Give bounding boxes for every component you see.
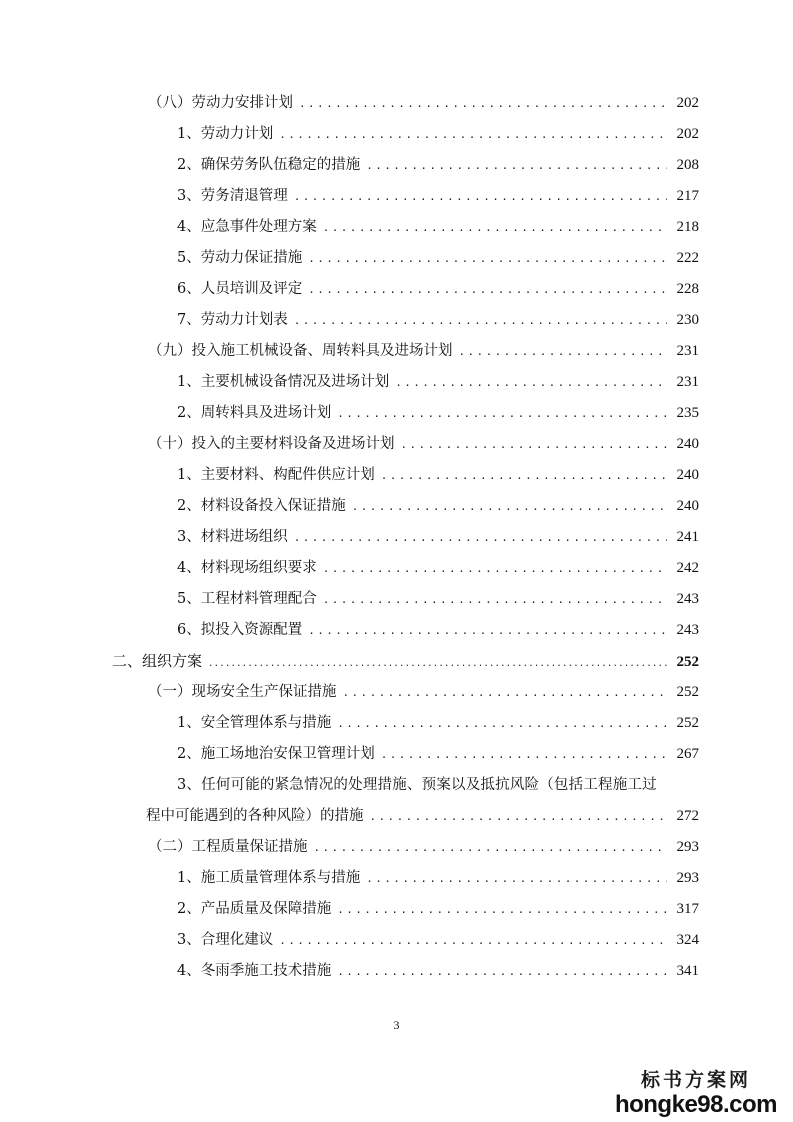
toc-entry-title: 1、劳动力计划: [177, 126, 274, 142]
toc-entry-page: 240: [676, 498, 699, 514]
dot-leader: [279, 119, 667, 150]
toc-entry-page: 235: [676, 405, 699, 421]
dot-leader: [337, 398, 667, 429]
dot-leader: [279, 925, 667, 956]
watermark-chinese-text: 标书方案网: [640, 1069, 751, 1091]
toc-entry-page: 202: [676, 126, 699, 142]
dot-leader: [459, 336, 668, 367]
toc-entry-title: 3、材料进场组织: [177, 529, 288, 545]
dot-leader: [395, 367, 667, 398]
toc-entry[interactable]: [0, 274, 793, 305]
toc-entry-title: 1、主要材料、构配件供应计划: [177, 467, 375, 483]
toc-entry-title: （一）现场安全生产保证措施: [148, 684, 337, 700]
toc-entry[interactable]: [0, 336, 793, 367]
toc-entry-title: 二、组织方案: [112, 652, 203, 670]
toc-entry-page: 324: [676, 932, 699, 948]
toc-entry-title: 4、应急事件处理方案: [177, 219, 317, 235]
toc-entry-title: 5、劳动力保证措施: [177, 250, 303, 266]
toc-entry-title: 1、施工质量管理体系与措施: [177, 870, 361, 886]
toc-entry-page: 218: [676, 219, 699, 235]
dot-leader: [323, 553, 667, 584]
toc-entry[interactable]: [0, 398, 793, 429]
toc-entry-page: 242: [676, 560, 699, 576]
toc-entry-page: 208: [676, 157, 699, 173]
toc-entry[interactable]: [0, 863, 793, 894]
toc-entry-continued: [0, 770, 793, 801]
dot-leader: [208, 649, 667, 680]
dot-leader: [308, 243, 667, 274]
table-of-contents: [0, 88, 793, 987]
toc-entry-title: 2、周转料具及进场计划: [177, 405, 332, 421]
toc-entry[interactable]: [0, 584, 793, 615]
toc-entry-title: 5、工程材料管理配合: [177, 591, 317, 607]
toc-entry-title: 2、材料设备投入保证措施: [177, 498, 346, 514]
toc-entry-title: 2、产品质量及保障措施: [177, 901, 332, 917]
toc-entry-page: 241: [676, 529, 699, 545]
toc-entry-title: 4、材料现场组织要求: [177, 560, 317, 576]
toc-entry[interactable]: [0, 522, 793, 553]
toc-entry[interactable]: [0, 646, 793, 677]
toc-entry[interactable]: [0, 553, 793, 584]
toc-entry[interactable]: [0, 305, 793, 336]
toc-entry-page: 252: [676, 654, 699, 670]
dot-leader: [337, 708, 667, 739]
toc-entry[interactable]: [0, 894, 793, 925]
toc-entry[interactable]: [0, 801, 793, 832]
dot-leader: [401, 429, 668, 460]
toc-entry[interactable]: [0, 150, 793, 181]
watermark-logo: [615, 1068, 777, 1118]
toc-entry-title: 1、安全管理体系与措施: [177, 715, 332, 731]
toc-entry-title: （十）投入的主要材料设备及进场计划: [148, 436, 395, 452]
dot-leader: [381, 460, 667, 491]
dot-leader: [366, 863, 667, 894]
toc-entry-page: 293: [676, 870, 699, 886]
toc-entry-title: 3、合理化建议: [177, 932, 274, 948]
dot-leader: [308, 615, 667, 646]
toc-entry[interactable]: [0, 119, 793, 150]
dot-leader: [337, 894, 667, 925]
watermark-url-text: hongke98.com: [614, 1091, 777, 1118]
toc-entry[interactable]: [0, 429, 793, 460]
dot-leader: [294, 522, 667, 553]
toc-entry[interactable]: [0, 181, 793, 212]
toc-entry-title: 2、施工场地治安保卫管理计划: [177, 746, 375, 762]
toc-entry[interactable]: [0, 708, 793, 739]
toc-entry[interactable]: [0, 832, 793, 863]
toc-entry[interactable]: [0, 615, 793, 646]
dot-leader: [294, 181, 667, 212]
toc-entry[interactable]: [0, 677, 793, 708]
toc-entry-title: 2、确保劳务队伍稳定的措施: [177, 157, 361, 173]
dot-leader: [352, 491, 667, 522]
toc-entry-page: 230: [676, 312, 699, 328]
toc-entry-page: 267: [676, 746, 699, 762]
toc-entry-title: 6、拟投入资源配置: [177, 622, 303, 638]
toc-entry[interactable]: [0, 243, 793, 274]
dot-leader: [370, 801, 668, 832]
dot-leader: [323, 212, 667, 243]
toc-entry-title: （八）劳动力安排计划: [148, 95, 293, 111]
toc-entry-page: 231: [676, 374, 699, 390]
toc-entry-page: 217: [676, 188, 699, 204]
toc-entry-title: （九）投入施工机械设备、周转料具及进场计划: [148, 343, 453, 359]
toc-entry-title: 1、主要机械设备情况及进场计划: [177, 374, 390, 390]
toc-entry[interactable]: [0, 460, 793, 491]
dot-leader: [299, 88, 667, 119]
toc-entry-page: 240: [676, 436, 699, 452]
toc-entry-page: 293: [676, 839, 699, 855]
toc-entry-title: 3、劳务清退管理: [177, 188, 288, 204]
toc-entry-page: 240: [676, 467, 699, 483]
dot-leader: [323, 584, 667, 615]
toc-entry-page: 202: [676, 95, 699, 111]
toc-entry[interactable]: [0, 491, 793, 522]
dot-leader: [308, 274, 667, 305]
dot-leader: [366, 150, 667, 181]
toc-entry-title: 程中可能遇到的各种风险）的措施: [146, 808, 364, 824]
toc-entry-page: 231: [676, 343, 699, 359]
dot-leader: [337, 956, 667, 987]
toc-entry-page: 317: [676, 901, 699, 917]
toc-entry-page: 222: [676, 250, 699, 266]
page-number: 3: [393, 1018, 400, 1032]
toc-entry[interactable]: [0, 739, 793, 770]
dot-leader: [294, 305, 667, 336]
toc-entry[interactable]: [0, 88, 793, 119]
toc-entry-page: 341: [676, 963, 699, 979]
toc-entry[interactable]: [0, 925, 793, 956]
toc-entry[interactable]: [0, 367, 793, 398]
toc-entry-title: 7、劳动力计划表: [177, 312, 288, 328]
toc-entry-page: 228: [676, 281, 699, 297]
toc-entry-title-line1: 3、任何可能的紧急情况的处理措施、预案以及抵抗风险（包括工程施工过: [177, 777, 657, 793]
toc-entry-page: 252: [676, 715, 699, 731]
dot-leader: [381, 739, 667, 770]
toc-entry-title: 4、冬雨季施工技术措施: [177, 963, 332, 979]
toc-entry[interactable]: [0, 212, 793, 243]
toc-entry-page: 272: [676, 808, 699, 824]
toc-entry-page: 243: [676, 622, 699, 638]
toc-entry-title: 6、人员培训及评定: [177, 281, 303, 297]
dot-leader: [314, 832, 668, 863]
toc-entry-page: 252: [676, 684, 699, 700]
dot-leader: [343, 677, 668, 708]
toc-entry[interactable]: [0, 956, 793, 987]
toc-entry-page: 243: [676, 591, 699, 607]
toc-entry-title: （二）工程质量保证措施: [148, 839, 308, 855]
